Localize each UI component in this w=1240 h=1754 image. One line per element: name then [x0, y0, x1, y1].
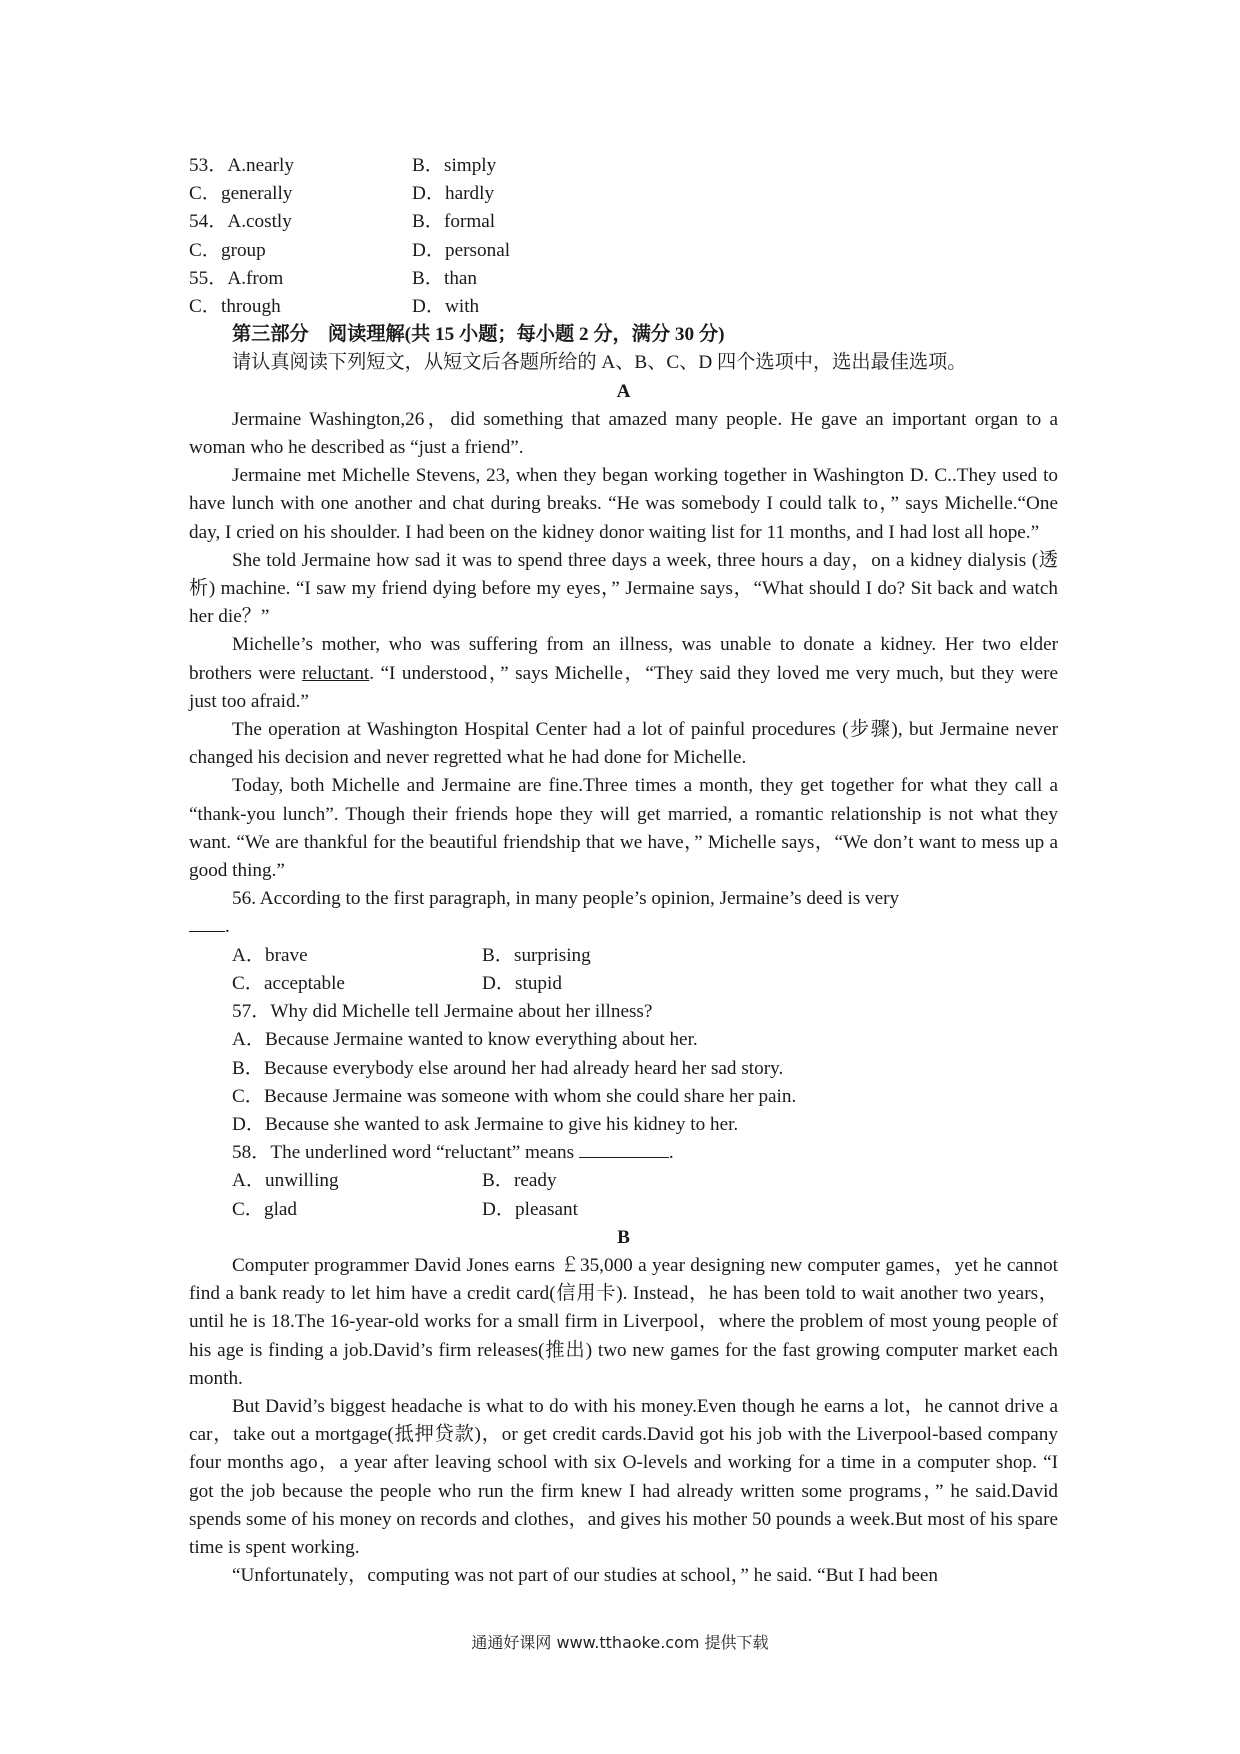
option-row: [189, 237, 1058, 265]
option-left: C．generally: [189, 183, 293, 205]
paragraph: [189, 631, 1058, 716]
option-b: B．ready: [482, 1170, 557, 1192]
option-b: B．Because everybody else around her had already heard her sad story.: [232, 1057, 784, 1079]
question-text: 58．The underlined word “reluctant” means: [232, 1142, 575, 1164]
option-a: A．Because Jermaine wanted to know everything about her.: [232, 1029, 698, 1051]
option-row: [189, 180, 1058, 208]
paragraph: Jermaine Washington,26，did something that amazed many people. He gave an important organ to a woman who he described as “just a friend”.: [189, 408, 1058, 459]
paragraph: She told Jermaine how sad it was to spend three days a week, three hours a day，on a kidney dialysis (透析) machine. “I saw my friend dying before my eyes，” Jermaine says，“What should I do? Sit back and watch her die？”: [189, 549, 1058, 628]
paragraph-text: . “I understood，” says Michelle，“They said they loved me very much, but they were just too afraid.”: [189, 662, 1059, 712]
option-right: B．than: [412, 267, 478, 289]
page-content: [189, 152, 1058, 1590]
option-left: C．through: [189, 296, 281, 318]
paragraph: Computer programmer David Jones earns ￡35,000 a year designing new computer games，yet he cannot find a bank ready to let him have a credit card(信用卡). Instead，he has been told to wait another two years，until he is 18.The 16-year-old works for a small firm in Liverpool，where the problem of most young people of his age is finding a job.David’s firm releases(推出) two new games for the fast growing computer market each month.: [189, 1254, 1058, 1389]
question-58-stem: 58．The underlined word “reluctant” means .: [189, 1139, 1058, 1167]
option-left: 53．A.nearly: [189, 155, 294, 176]
option-a: A．unwilling: [232, 1170, 339, 1192]
cloze-options: [189, 152, 1058, 321]
section-instruction: 请认真阅读下列短文，从短文后各题所给的 A、B、C、D 四个选项中，选出最佳选项。: [232, 352, 967, 374]
underlined-word: reluctant: [302, 662, 370, 684]
option-right: D．hardly: [412, 183, 495, 205]
option-b: B．surprising: [482, 944, 591, 966]
paragraph-text: Michelle’s mother, who was suffering from an illness, was unable to donate a kidney. Her two elder brothers were: [189, 634, 1058, 684]
option-left: C．group: [189, 239, 266, 261]
option-a: A．brave: [232, 944, 308, 966]
section-title: 第三部分 阅读理解(共 15 小题；每小题 2 分，满分 30 分): [232, 324, 725, 346]
option-c: C．Because Jermaine was someone with whom she could share her pain.: [232, 1085, 797, 1107]
paragraph: Jermaine met Michelle Stevens, 23, when they began working together in Washington D. C..They used to have lunch with one another and chat during breaks. “He was somebody I could talk to，” says Michelle.“One day, I cried on his shoulder. I had been on the kidney donor waiting list for 11 months, and I had lost all hope.”: [189, 465, 1058, 543]
option-d: D．pleasant: [482, 1198, 578, 1220]
option-row: [189, 1196, 1058, 1224]
option-right: D．personal: [412, 239, 511, 261]
paragraph: Today, both Michelle and Jermaine are fine.Three times a month, they get together for what they call a “thank-you lunch”. Though their friends hope they will get married, a romantic relationship is not what they want. “We are thankful for the beautiful friendship that we have，” Michelle says，“We don’t want to mess up a good thing.”: [189, 775, 1058, 882]
blank-line: [189, 913, 225, 932]
paragraph: “Unfortunately，computing was not part of our studies at school，” he said. “But I had been: [232, 1565, 939, 1587]
option-d: D．Because she wanted to ask Jermaine to give his kidney to her.: [232, 1113, 739, 1135]
page-footer: 通通好课网 www.tthaoke.com 提供下载: [471, 1633, 769, 1652]
paragraph: But David’s biggest headache is what to do with his money.Even though he earns a lot，he cannot drive a car，take out a mortgage(抵押贷款)，or get credit cards.David got his job with the Liverpool-based company four months ago，a year after leaving school with six O-levels and working for a time in a computer shop. “I got the job because the people who run the firm knew I had already written some programs，” he said.David spends some of his money on records and clothes，and gives his mother 50 pounds a week.But most of his spare time is spent working.: [189, 1395, 1058, 1558]
option-right: D．with: [412, 296, 480, 318]
passage-b-label: B: [617, 1226, 630, 1248]
blank-line: [579, 1139, 669, 1158]
question-57-stem: 57．Why did Michelle tell Jermaine about her illness?: [232, 1001, 653, 1023]
paragraph: The operation at Washington Hospital Center had a lot of painful procedures (步骤), but Jermaine never changed his decision and never regretted what he had done for Michelle.: [189, 719, 1058, 769]
option-row: [189, 1167, 1058, 1195]
answer-blank: .: [189, 913, 1058, 941]
option-row: [189, 970, 1058, 998]
option-left: 54．A.costly: [189, 211, 292, 233]
option-row: [189, 208, 1058, 236]
option-d: D．stupid: [482, 972, 562, 994]
option-row: [189, 293, 1058, 321]
option-c: C．acceptable: [232, 972, 345, 994]
option-right: B．formal: [412, 211, 496, 233]
option-left: 55．A.from: [189, 267, 284, 289]
option-row: [189, 942, 1058, 970]
option-row: [189, 152, 1058, 180]
passage-a-label: A: [616, 380, 631, 402]
option-row: [189, 265, 1058, 293]
option-right: B．simply: [412, 155, 497, 176]
question-56-stem: 56. According to the first paragraph, in many people’s opinion, Jermaine’s deed is very: [232, 888, 900, 910]
option-c: C．glad: [232, 1198, 298, 1220]
